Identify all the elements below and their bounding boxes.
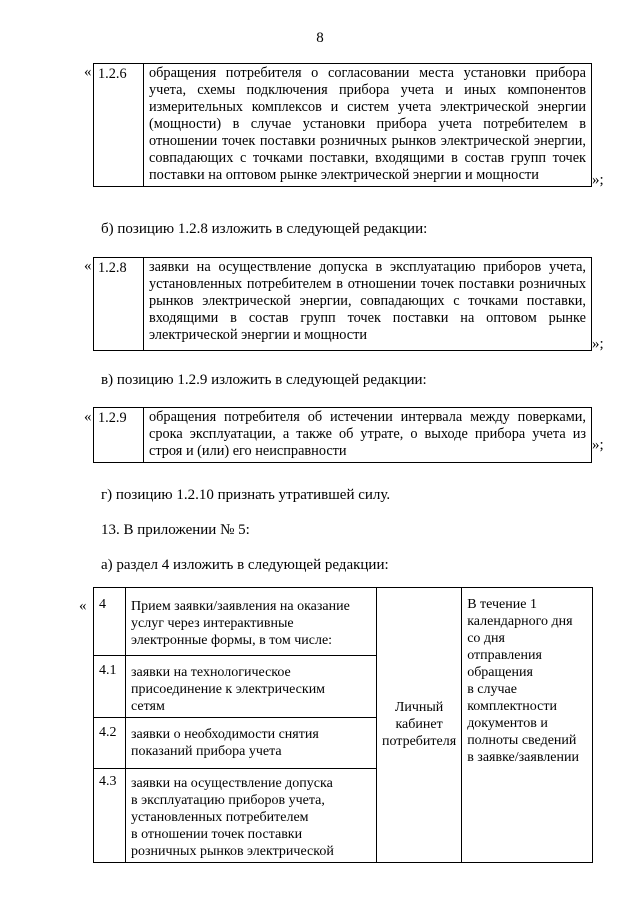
row-code: 1.2.8 (94, 258, 144, 351)
row-code: 1.2.9 (94, 408, 144, 463)
paragraph-a: а) раздел 4 изложить в следующей редакции: (101, 557, 389, 573)
table-row (94, 588, 593, 656)
row-1-2-6-table (93, 63, 592, 187)
row-number: 4 (94, 588, 126, 656)
paragraph-13: 13. В приложении № 5: (101, 522, 250, 538)
row-description: заявки на технологическое присоединение к электрическим сетям (126, 656, 377, 718)
row-description: заявки на осуществление допуска в эксплуатацию приборов учета, установленных потребителем в отношении точек поставки розничных рынков электрической (126, 769, 377, 863)
quote-open: « (84, 409, 92, 425)
row-1-2-8-table (93, 257, 592, 351)
paragraph-g: г) позицию 1.2.10 признать утратившей силу. (101, 487, 391, 503)
row-description: заявки о необходимости снятия показаний прибора учета (126, 718, 377, 769)
row-text: заявки на осуществление допуска в эксплуатацию приборов учета, установленных потребителем в отношении точек поставки розничных рынков электрической энергии, совпадающих с точками поставки, входящими в состав групп точек поставки на оптовом рынке электрической энергии и мощности (144, 258, 592, 351)
paragraph-b: б) позицию 1.2.8 изложить в следующей редакции: (101, 221, 428, 237)
quote-close: »; (592, 172, 604, 188)
quote-open: « (84, 64, 92, 80)
row-number: 4.1 (94, 656, 126, 718)
row-number: 4.2 (94, 718, 126, 769)
channel-cell: Личный кабинет потребителя (377, 588, 462, 863)
quote-close: »; (592, 336, 604, 352)
row-text: обращения потребителя о согласовании места установки прибора учета, схемы подключения прибора учета и иных компонентов измерительных комплексов и систем учета электрической энергии (мощности) в случае установки прибора учета потребителем в отношении точек поставки розничных рынков электрической энергии, совпадающих с точками поставки, входящими в состав групп точек поставки на оптовом рынке электрической энергии и мощности (144, 64, 592, 187)
appendix-5-table (93, 587, 593, 863)
page-number: 8 (316, 30, 324, 46)
row-text: обращения потребителя об истечении интервала между поверками, срока эксплуатации, а также об утрате, о выходе прибора учета из строя и (или) его неисправности (144, 408, 592, 463)
deadline-cell: В течение 1 календарного дня со дня отправления обращения в случае комплектности документов и полноты сведений в заявке/заявлении (462, 588, 593, 863)
paragraph-v: в) позицию 1.2.9 изложить в следующей редакции: (101, 372, 427, 388)
quote-open: « (84, 258, 92, 274)
row-description: Прием заявки/заявления на оказание услуг через интерактивные электронные формы, в том числе: (126, 588, 377, 656)
row-1-2-9-table (93, 407, 592, 463)
quote-open: « (79, 598, 87, 614)
row-number: 4.3 (94, 769, 126, 863)
row-code: 1.2.6 (94, 64, 144, 187)
quote-close: »; (592, 437, 604, 453)
